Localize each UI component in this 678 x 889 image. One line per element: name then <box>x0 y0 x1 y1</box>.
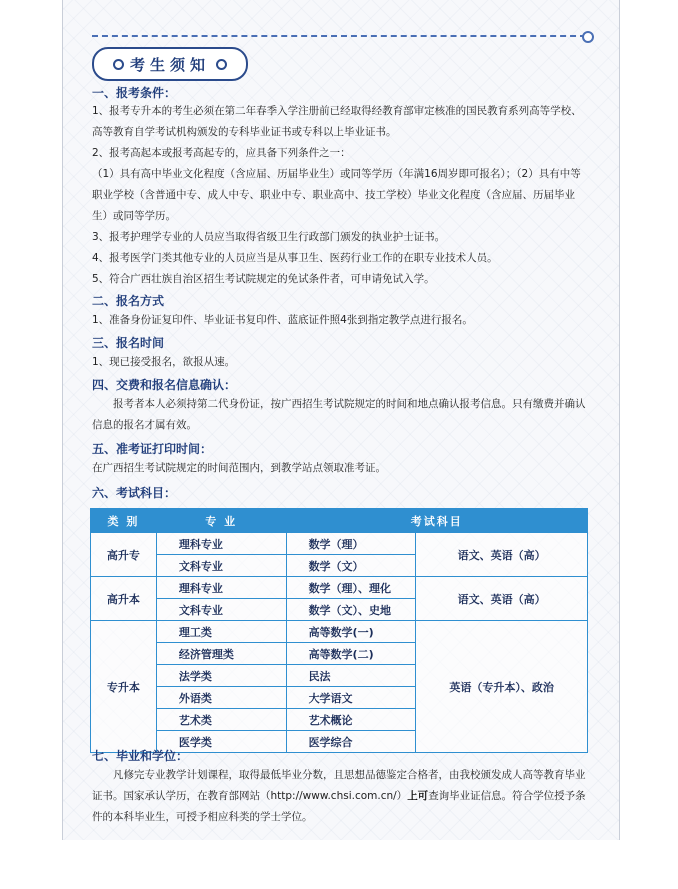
header-category: 类 别 <box>91 509 157 533</box>
paragraph: 在广西招生考试院规定的时间范围内，到教学站点领取准考证。 <box>92 462 386 474</box>
paragraph-part: 凡修完专业教学计划课程，取得最低毕业分数，且思想品德鉴定合格者，由我校颁发成人高等教育毕业证书。国家承认学历，在教育部网站（http://www.chsi.com.cn/） <box>92 769 586 802</box>
major-cell: 医学类 <box>156 731 286 753</box>
major-cell: 艺术类 <box>156 709 286 731</box>
header-subjects: 考试科目 <box>286 509 587 533</box>
common-subject-cell: 英语（专升本）、政治 <box>416 621 588 753</box>
subject-cell: 医学综合 <box>286 731 416 753</box>
major-cell: 文科专业 <box>156 555 286 577</box>
major-cell: 外语类 <box>156 687 286 709</box>
table-row <box>91 533 588 555</box>
category-cell: 高升本 <box>91 577 157 621</box>
paragraph: （1）具有高中毕业文化程度（含应届、历届毕业生）或同等学历（年满16周岁即可报名）；（2）具有中等职业学校（含普通中专、成人中专、职业中专、职业高中、技工学校）毕业文化程度（含应届、历届毕业生）或同等学历。 <box>92 168 581 222</box>
ring-icon <box>216 59 227 70</box>
paragraph: 5、符合广西壮族自治区招生考试院规定的免试条件者，可申请免试入学。 <box>92 273 435 285</box>
paragraph: 2、报考高起本或报考高起专的，应具备下列条件之一： <box>92 147 351 159</box>
category-cell: 专升本 <box>91 621 157 753</box>
section-heading-3: 三、报名时间 <box>92 336 165 350</box>
paragraph: 1、准备身份证复印件、毕业证书复印件、蓝底证件照4张到指定教学点进行报名。 <box>92 314 473 326</box>
paragraph: 4、报考医学门类其他专业的人员应当是从事卫生、医药行业工作的在职专业技术人员。 <box>92 252 498 264</box>
section-heading-4: 四、交费和报名信息确认： <box>92 378 237 392</box>
paragraph <box>92 765 588 828</box>
section-heading-5: 五、准考证打印时间： <box>92 442 213 456</box>
subject-cell: 数学（文）、史地 <box>286 599 416 621</box>
major-cell: 法学类 <box>156 665 286 687</box>
major-cell: 理工类 <box>156 621 286 643</box>
title-badge <box>92 47 248 81</box>
section-heading-6: 六、考试科目： <box>92 486 177 500</box>
subject-cell: 高等数学(一) <box>286 621 416 643</box>
table-header-row <box>91 509 588 533</box>
paragraph: 1、报考专升本的考生必须在第二年春季入学注册前已经取得经教育部审定核准的国民教育系列高等学校、高等教育自学考试机构颁发的专科毕业证书或专科以上毕业证书。 <box>92 105 582 138</box>
ring-icon <box>113 59 124 70</box>
subject-cell: 数学（文） <box>286 555 416 577</box>
major-cell: 理科专业 <box>156 533 286 555</box>
table-row <box>91 621 588 643</box>
table-row <box>91 577 588 599</box>
paragraph: 1、现已接受报名，欲报从速。 <box>92 356 236 368</box>
major-cell: 理科专业 <box>156 577 286 599</box>
header-major: 专 业 <box>156 509 286 533</box>
category-cell: 高升专 <box>91 533 157 577</box>
subject-cell: 数学（理） <box>286 533 416 555</box>
divider-end-dot <box>582 31 594 43</box>
paragraph: 报考者本人必须持第二代身份证，按广西招生考试院规定的时间和地点确认报考信息。只有缴费并确认信息的报名才属有效。 <box>92 398 586 431</box>
paragraph: 3、报考护理学专业的人员应当取得省级卫生行政部门颁发的执业护士证书。 <box>92 231 446 243</box>
major-cell: 文科专业 <box>156 599 286 621</box>
section-heading-1: 一、报考条件： <box>92 86 177 100</box>
paragraph-part: 查询毕业证信息。符合学位授予条件的本科毕业生，可授予相应科类的学士学位。 <box>92 790 586 823</box>
page-title: 考生须知 <box>129 55 210 74</box>
subject-cell: 数学（理）、理化 <box>286 577 416 599</box>
section-heading-7: 七、毕业和学位： <box>92 749 189 763</box>
bold-text: 上可 <box>407 790 429 802</box>
major-cell: 经济管理类 <box>156 643 286 665</box>
section-heading-2: 二、报名方式 <box>92 294 165 308</box>
common-subject-cell: 语文、英语（高） <box>416 533 588 577</box>
subject-cell: 大学语文 <box>286 687 416 709</box>
subject-cell: 艺术概论 <box>286 709 416 731</box>
exam-subjects-table <box>90 508 588 753</box>
subject-cell: 民法 <box>286 665 416 687</box>
dashed-divider <box>92 35 586 37</box>
common-subject-cell: 语文、英语（高） <box>416 577 588 621</box>
subject-cell: 高等数学(二) <box>286 643 416 665</box>
